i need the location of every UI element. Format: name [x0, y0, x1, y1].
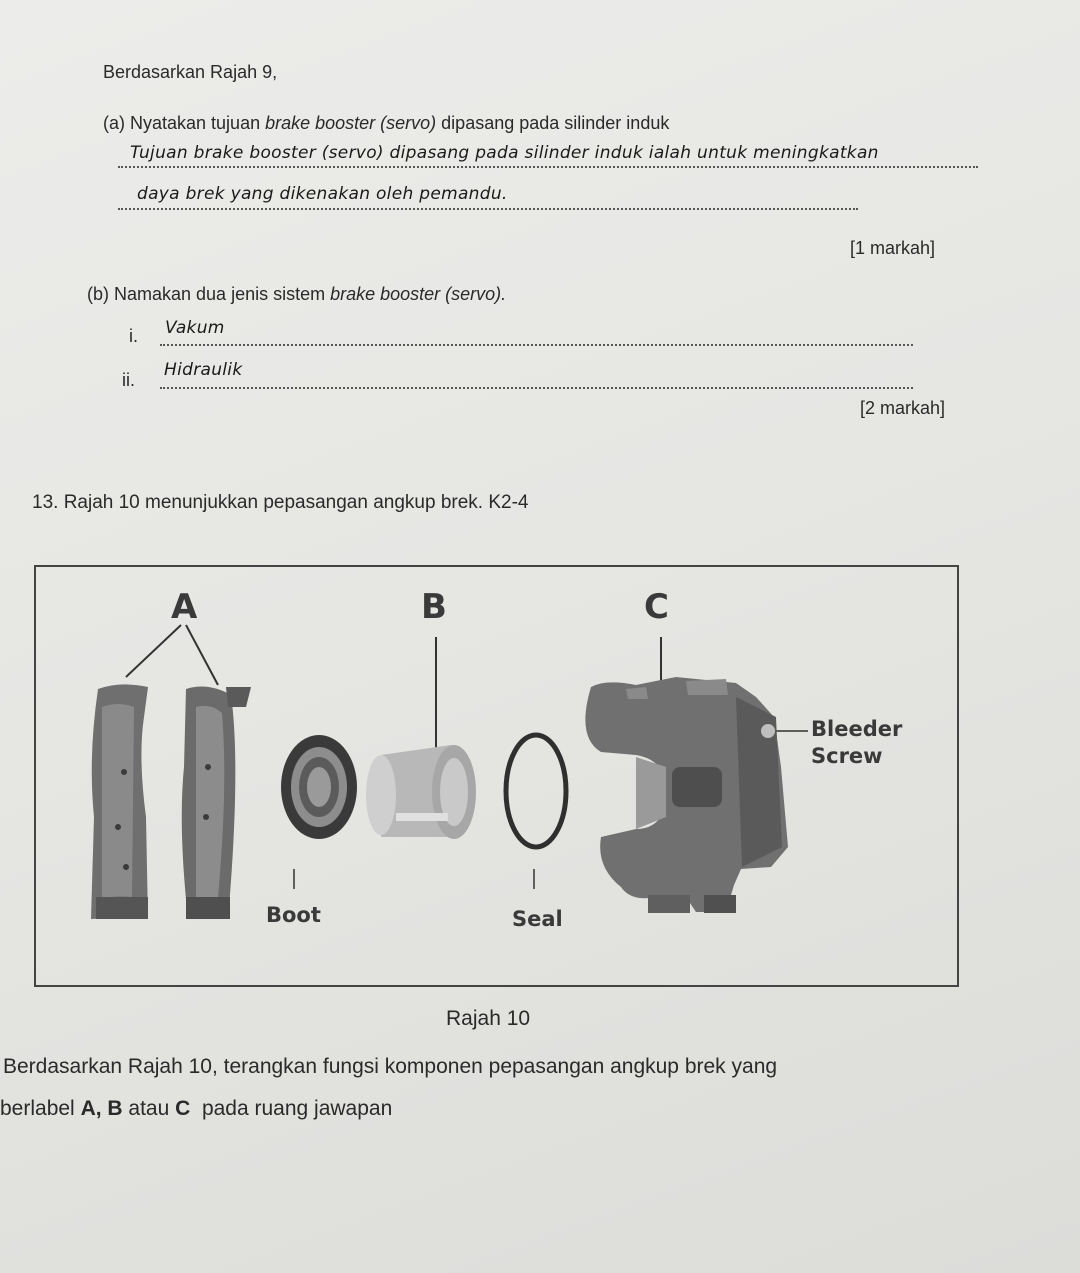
- question-b-label: (b) Namakan dua jenis sistem: [87, 284, 331, 304]
- leader-line-a-right: [186, 625, 218, 685]
- answer-line: [118, 208, 858, 210]
- marks-b: [2 markah]: [860, 398, 946, 418]
- answer-b-number-2: ii.: [122, 370, 135, 390]
- brake-pad-left: [91, 684, 148, 919]
- figure-caption: Rajah 10: [446, 1007, 531, 1030]
- instruction-bold-ab: A, B: [80, 1097, 123, 1120]
- piston-part: [366, 745, 476, 839]
- brake-pad-right: [182, 687, 251, 919]
- label-c: C: [644, 587, 669, 627]
- answer-a-line1: Tujuan brake booster (servo) dipasang pada silinder induk ialah untuk meningkatkan: [130, 143, 879, 163]
- question-a: [103, 113, 669, 134]
- seal-part: [506, 735, 566, 847]
- answer-line: [160, 344, 913, 346]
- marks-a: [1 markah]: [850, 238, 936, 258]
- answer-b-item-1: Vakum: [165, 318, 225, 338]
- caliper-illustration: [36, 567, 957, 985]
- answer-b-number-1: i.: [129, 326, 138, 346]
- caliper-housing: [585, 677, 788, 913]
- instruction-bold-c: C: [175, 1097, 191, 1120]
- question-a-rest: dipasang pada silinder induk: [436, 113, 670, 133]
- label-boot: Boot: [266, 903, 321, 927]
- question-b: [87, 284, 506, 305]
- question-a-label: (a) Nyatakan tujuan: [103, 113, 266, 133]
- label-bleeder: Bleeder: [811, 717, 903, 741]
- figure-brake-caliper: [34, 565, 959, 987]
- answer-b-item-2: Hidraulik: [164, 360, 243, 380]
- intro-text: Berdasarkan Rajah 9,: [103, 62, 278, 82]
- instruction-pre: berlabel: [0, 1097, 81, 1120]
- question-a-italic: brake booster (servo): [265, 113, 437, 133]
- answer-line: [118, 166, 978, 168]
- instruction-line-2: [0, 1097, 392, 1121]
- label-screw: Screw: [811, 744, 883, 768]
- answer-a-line2: daya brek yang dikenakan oleh pemandu.: [137, 184, 508, 204]
- answer-line: [160, 387, 913, 389]
- label-seal: Seal: [512, 907, 563, 931]
- question-13-title: 13. Rajah 10 menunjukkan pepasangan angkup brek. K2-4: [32, 492, 529, 513]
- label-b: B: [421, 587, 447, 627]
- leader-line-a-left: [126, 625, 181, 677]
- label-a: A: [171, 587, 198, 627]
- instruction-mid: atau: [122, 1097, 176, 1120]
- boot-part: [281, 735, 357, 839]
- question-b-italic: brake booster (servo).: [330, 284, 507, 304]
- instruction-line-1: Berdasarkan Rajah 10, terangkan fungsi komponen pepasangan angkup brek yang: [3, 1055, 778, 1078]
- instruction-post: pada ruang jawapan: [190, 1097, 393, 1120]
